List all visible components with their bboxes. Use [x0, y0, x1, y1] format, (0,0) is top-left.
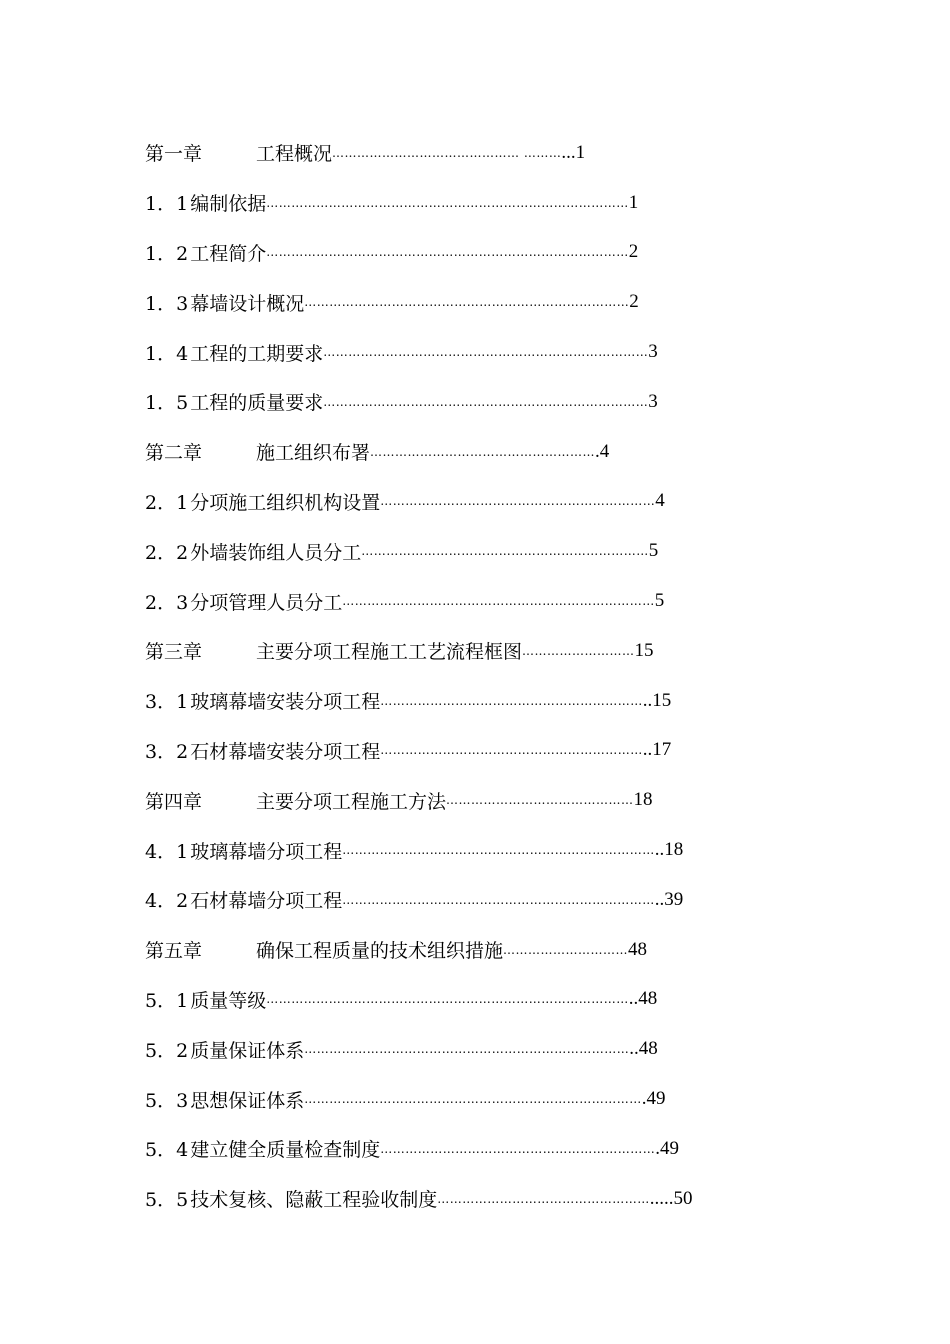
- dot-leader: ………………………………………………………: [380, 743, 643, 758]
- toc-entry: [145, 438, 609, 465]
- dot-leader: ……………………………………………………………………: [323, 394, 649, 409]
- toc-entry: [145, 886, 683, 913]
- page-number: 3: [648, 390, 658, 412]
- page-number: ..48: [629, 1038, 658, 1060]
- dot-leader: ……………………………………………………………………………: [266, 992, 629, 1007]
- toc-section-row: [145, 327, 790, 377]
- dot-leader: …………………………………………………………: [380, 1141, 656, 1156]
- toc-section-row: [145, 576, 790, 626]
- toc-entry: [145, 1135, 679, 1162]
- toc-section-row: [145, 1024, 790, 1074]
- section-number: 1．2: [145, 242, 189, 265]
- section-title: 玻璃幕墙分项工程: [190, 840, 343, 863]
- chapter-number: 第五章: [145, 940, 203, 963]
- chapter-number: 第一章: [145, 143, 203, 166]
- page-number: 18: [633, 789, 653, 811]
- chapter-title: 施工组织布署: [256, 442, 371, 465]
- chapter-title: 主要分项工程施工方法: [256, 790, 447, 813]
- toc-entry: [145, 1185, 692, 1212]
- toc-entry: [145, 588, 664, 615]
- page-number: 5: [654, 590, 665, 612]
- section-title: 思想保证体系: [190, 1089, 305, 1112]
- page-number: 4: [655, 490, 665, 512]
- dot-leader: ……………………………………………………………: [361, 544, 649, 559]
- page-number: 1: [628, 191, 639, 213]
- toc-section-row: [145, 726, 790, 776]
- section-title: 质量等级: [190, 989, 267, 1012]
- chapter-number: 第四章: [145, 790, 203, 813]
- toc-section-row: [145, 477, 790, 527]
- toc-entry: [145, 787, 653, 814]
- toc-chapter-row: [145, 427, 790, 477]
- toc-chapter-row: [145, 626, 790, 676]
- section-number: 4．2: [145, 890, 189, 913]
- page-number: ..48: [628, 988, 658, 1010]
- dot-leader: ………………………………………: [446, 793, 634, 808]
- section-title: 幕墙设计概况: [190, 292, 305, 315]
- toc-entry: [145, 737, 671, 764]
- page-number: ..18: [654, 839, 684, 861]
- page-number: .49: [641, 1088, 666, 1110]
- section-number: 4．1: [145, 840, 189, 863]
- toc-entry: [145, 488, 665, 515]
- section-title: 石材幕墙安装分项工程: [190, 740, 381, 763]
- toc-section-row: [145, 676, 790, 726]
- table-of-contents: [145, 128, 790, 1224]
- chapter-number: 第二章: [145, 442, 203, 465]
- toc-section-row: [145, 975, 790, 1025]
- dot-leader: ……………………………………………: [437, 1191, 650, 1206]
- dot-leader: ……………………………………………………………………: [304, 1042, 630, 1057]
- section-number: 1．3: [145, 292, 189, 315]
- chapter-number: 第三章: [145, 641, 203, 664]
- section-number: 5．3: [145, 1089, 189, 1112]
- section-title: 编制依据: [190, 193, 267, 216]
- toc-entry: [145, 637, 654, 664]
- section-title: 分项管理人员分工: [190, 591, 343, 614]
- toc-entry: [145, 239, 638, 266]
- page-number: .....50: [649, 1187, 693, 1209]
- section-title: 石材幕墙分项工程: [190, 890, 343, 913]
- page-number: .49: [655, 1137, 679, 1159]
- dot-leader: …………………………………………………………: [380, 494, 656, 509]
- dot-leader: ………………………………………………………………………: [304, 1092, 642, 1107]
- page-number: .4: [595, 440, 610, 462]
- section-number: 3．1: [145, 691, 189, 714]
- dot-leader: …………………………………………………………………: [342, 892, 655, 907]
- dot-leader: ………………………………………………: [370, 444, 596, 459]
- chapter-title: 确保工程质量的技术组织措施: [256, 940, 504, 963]
- page-number: 48: [628, 938, 648, 960]
- page-number: ..15: [642, 689, 672, 711]
- page-number: ..17: [642, 739, 672, 761]
- section-number: 5．5: [145, 1189, 189, 1212]
- page-number: 2: [628, 241, 639, 263]
- dot-leader: ……………………………………………………………………: [304, 295, 630, 310]
- toc-entry: [145, 687, 671, 714]
- dot-leader: …………………………………………………………………: [342, 843, 655, 858]
- toc-section-row: [145, 228, 790, 278]
- section-number: 1．4: [145, 342, 189, 365]
- page-number: ...1: [561, 141, 586, 163]
- page-number: 2: [629, 291, 639, 313]
- toc-section-row: [145, 1074, 790, 1124]
- page-number: 5: [648, 540, 659, 562]
- section-number: 3．2: [145, 740, 189, 763]
- section-number: 5．2: [145, 1039, 189, 1062]
- toc-entry: [145, 339, 658, 366]
- section-number: 5．4: [145, 1139, 189, 1162]
- section-title: 玻璃幕墙安装分项工程: [190, 691, 381, 714]
- toc-section-row: [145, 178, 790, 228]
- section-number: 2．2: [145, 541, 189, 564]
- toc-entry: [145, 936, 647, 963]
- toc-entry: [145, 1086, 665, 1113]
- section-title: 工程的工期要求: [190, 342, 324, 365]
- dot-leader: ……………………………………………………………………………: [266, 195, 629, 210]
- dot-leader: …………………………………………………………………: [342, 594, 655, 609]
- section-title: 工程简介: [190, 242, 267, 265]
- toc-entry: [145, 388, 658, 415]
- section-title: 质量保证体系: [190, 1039, 305, 1062]
- section-title: 分项施工组织机构设置: [190, 491, 381, 514]
- dot-leader: …………………………: [503, 942, 629, 957]
- dot-leader: ……………………………………………………………………: [323, 345, 649, 360]
- dot-leader: ……………………………………… ………: [332, 145, 562, 160]
- toc-section-row: [145, 1174, 790, 1224]
- toc-entry: [145, 538, 658, 565]
- section-number: 2．3: [145, 591, 189, 614]
- toc-chapter-row: [145, 775, 790, 825]
- toc-entry: [145, 139, 585, 166]
- toc-entry: [145, 189, 638, 216]
- section-number: 2．1: [145, 491, 189, 514]
- dot-leader: ………………………………………………………: [380, 693, 643, 708]
- toc-section-row: [145, 277, 790, 327]
- dot-leader: ……………………………………………………………………………: [266, 245, 629, 260]
- page-number: 3: [648, 341, 658, 363]
- toc-chapter-row: [145, 925, 790, 975]
- section-title: 建立健全质量检查制度: [190, 1139, 381, 1162]
- toc-section-row: [145, 875, 790, 925]
- toc-section-row: [145, 377, 790, 427]
- chapter-title: 工程概况: [256, 143, 333, 166]
- toc-section-row: [145, 1124, 790, 1174]
- section-title: 工程的质量要求: [190, 392, 324, 415]
- page-number: ..39: [654, 888, 684, 910]
- section-title: 外墙装饰组人员分工: [190, 541, 362, 564]
- toc-entry: [145, 1036, 658, 1063]
- dot-leader: ………………………: [522, 643, 635, 658]
- toc-chapter-row: [145, 128, 790, 178]
- toc-entry: [145, 289, 639, 316]
- section-title: 技术复核、隐蔽工程验收制度: [190, 1189, 438, 1212]
- section-number: 1．5: [145, 392, 189, 415]
- toc-entry: [145, 837, 683, 864]
- toc-section-row: [145, 526, 790, 576]
- page-number: 15: [634, 639, 654, 661]
- toc-entry: [145, 986, 657, 1013]
- section-number: 5．1: [145, 989, 189, 1012]
- chapter-title: 主要分项工程施工工艺流程框图: [256, 641, 523, 664]
- section-number: 1．1: [145, 193, 189, 216]
- toc-section-row: [145, 825, 790, 875]
